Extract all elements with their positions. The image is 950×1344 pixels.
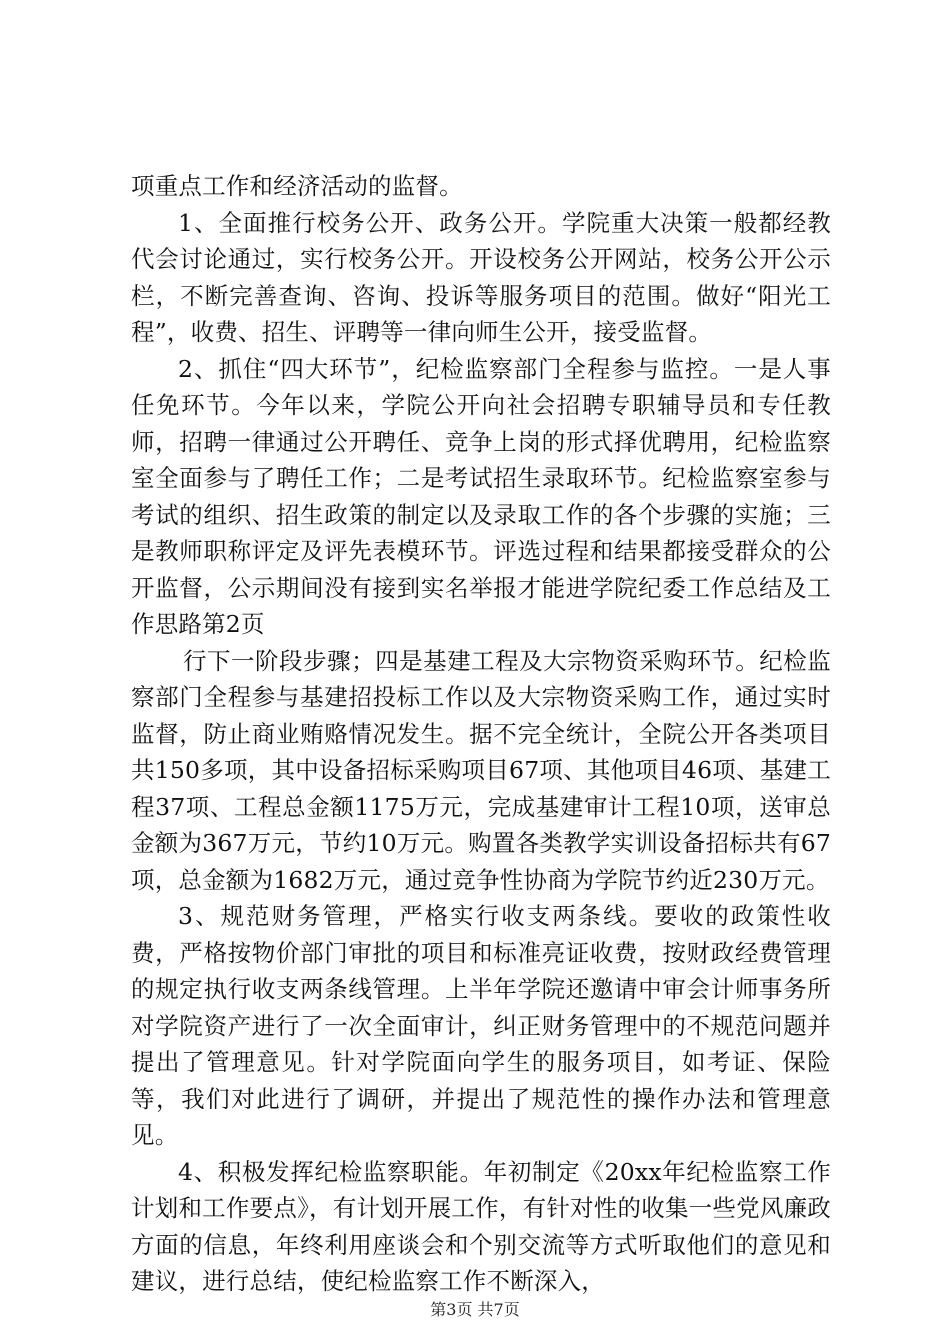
paragraph-procurement-stats: 行下一阶段步骤；四是基建工程及大宗物资采购环节。纪检监察部门全程参与基建招投标工作以及大宗物资采购工作，通过实时监督，防止商业贿赂情况发生。据不完全统计，全院公开各类项目共150多项，其中设备招标采购项目67项、其他项目46项、基建工程37项、工程总金额1175万元，完成基建审计工程10项，送审总金额为367万元，节约10万元。购置各类教学实训设备招标共有67项，总金额为1682万元，通过竞争性协商为学院节约近230万元。: [131, 646, 831, 894]
paragraph-3-finance: 3、规范财务管理，严格实行收支两条线。要收的政策性收费，严格按物价部门审批的项目和标准亮证收费，按财政经费管理的规定执行收支两条线管理。上半年学院还邀请中审会计师事务所对学院资产进行了一次全面审计，纠正财务管理中的不规范问题并提出了管理意见。针对学院面向学生的服务项目，如考证、保险等，我们对此进行了调研，并提出了规范性的操作办法和管理意见。: [131, 902, 831, 1149]
paragraph-2-four-links: 2、抓住“四大环节”，纪检监察部门全程参与监控。一是人事任免环节。今年以来，学院公开向社会招聘专职辅导员和专任教师，招聘一律通过公开聘任、竞争上岗的形式择优聘用，纪检监察室全面参与了聘任工作；二是考试招生录取环节。纪检监察室参与考试的组织、招生政策的制定以及录取工作的各个步骤的实施；三是教师职称评定及评先表模环节。评选过程和结果都接受群众的公开监督，公示期间没有接到实名举报才能进学院纪委工作总结及工作思路第2页: [131, 354, 831, 638]
page-number-footer: 第3页 共7页: [430, 1300, 520, 1319]
paragraph-4-supervision: 4、积极发挥纪检监察职能。年初制定《20xx年纪检监察工作计划和工作要点》，有计划开展工作，有针对性的收集一些党风廉政方面的信息，年终利用座谈会和个别交流等方式听取他们的意见和建议，进行总结，使纪检监察工作不断深入，: [131, 1157, 831, 1295]
paragraph-continuation: 项重点工作和经济活动的监督。: [131, 172, 463, 200]
paragraph-1-open-affairs: 1、全面推行校务公开、政务公开。学院重大决策一般都经教代会讨论通过，实行校务公开。开设校务公开网站，校务公开公示栏，不断完善查询、咨询、投诉等服务项目的范围。做好“阳光工程”，收费、招生、评聘等一律向师生公开，接受监督。: [131, 208, 831, 346]
document-body: [131, 168, 831, 1300]
